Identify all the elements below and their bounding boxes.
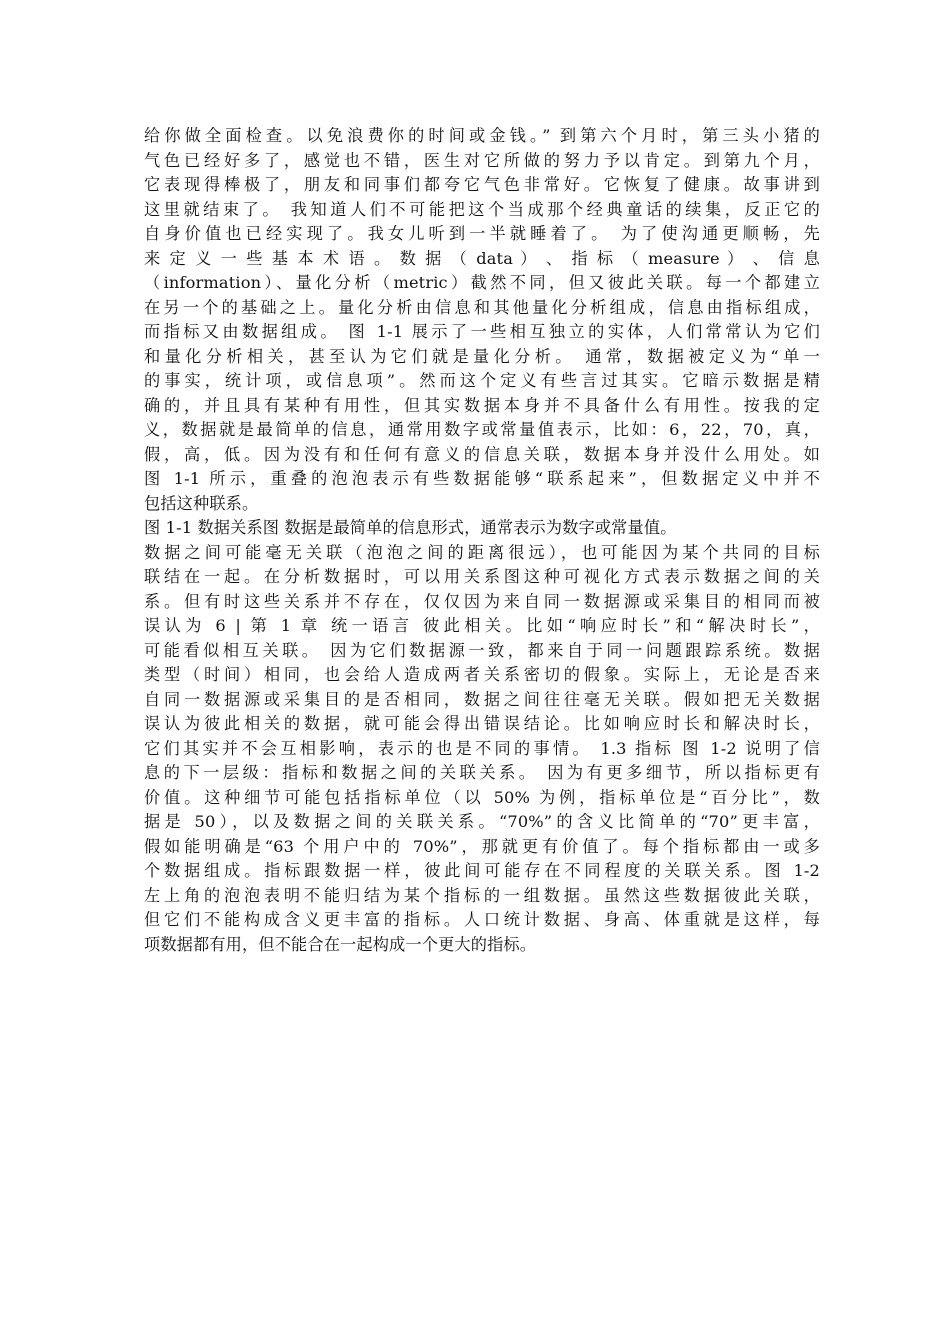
text-line: 据是 50），以及数据之间的关联关系。“70%”的含义比简单的“70”更丰富， (144, 812, 820, 831)
text-line: 类型（时间）相同，也会给人造成两者关系密切的假象。实际上，无论是否来 (144, 665, 820, 684)
text-line: 息的下一层级：指标和数据之间的关联关系。 因为有更多细节，所以指标更有 (144, 763, 820, 782)
text-line: 在另一个的基础之上。量化分析由信息和其他量化分析组成，信息由指标组成， (144, 297, 820, 317)
text-line: 它们其实并不会互相影响，表示的也是不同的事情。 1.3 指标 图 1-2 说明了信 (144, 738, 820, 758)
text-line: 图 1-1 所示，重叠的泡泡表示有些数据能够“联系起来”，但数据定义中并不 (144, 469, 820, 488)
text-line: 图 1-1 数据关系图 数据是最简单的信息形式，通常表示为数字或常量值。 (144, 518, 677, 537)
text-line: 误认为 6 | 第 1 章 统一语言 彼此相关。比如“响应时长”和“解决时长”， (144, 616, 820, 635)
text-line: （information）、量化分析（metric）截然不同，但又彼此关联。每一个都建立 (144, 273, 820, 292)
text-line: 气色已经好多了，感觉也不错，医生对它所做的努力予以肯定。到第九个月， (144, 150, 820, 170)
text-line: 而指标又由数据组成。 图 1-1 展示了一些相互独立的实体，人们常常认为它们 (144, 322, 820, 341)
text-line: 价值。这种细节可能包括指标单位（以 50% 为例，指标单位是“百分比”，数 (144, 787, 820, 807)
text-line: 但它们不能构成含义更丰富的指标。人口统计数据、身高、体重就是这样，每 (144, 910, 820, 929)
text-line: 可能看似相互关联。 因为它们数据源一致，都来自于同一问题跟踪系统。数据 (144, 640, 820, 660)
text-line: 左上角的泡泡表明不能归结为某个指标的一组数据。虽然这些数据彼此关联， (144, 885, 820, 905)
text-line: 确的，并且具有某种有用性，但其实数据本身并不具备什么有用性。按我的定 (144, 395, 820, 415)
text-line: 假，高，低。因为没有和任何有意义的信息关联，数据本身并没什么用处。如 (144, 444, 820, 464)
text-line: 联结在一起。在分析数据时，可以用关系图这种可视化方式表示数据之间的关 (144, 567, 820, 586)
text-line: 来 定 义 一 些 基 本 术 语 。 数 据 （ data ） 、 指 标 （ measure ） 、 信 息 (144, 248, 820, 268)
text-line: 项数据都有用，但不能合在一起构成一个更大的指标。 (144, 934, 537, 954)
text-line: 它表现得棒极了，朋友和同事们都夸它气色非常好。它恢复了健康。故事讲到 (144, 175, 820, 194)
text-line: 个数据组成。指标跟数据一样，彼此间可能存在不同程度的关联关系。图 1-2 (144, 861, 820, 880)
text-line: 自身价值也已经实现了。我女儿听到一半就睡着了。 为了使沟通更顺畅，先 (144, 224, 820, 243)
text-line: 包括这种联系。 (144, 493, 259, 513)
text-line: 的事实，统计项，或信息项”。然而这个定义有些言过其实。它暗示数据是精 (144, 371, 820, 390)
text-line: 假如能明确是“63 个用户中的 70%”，那就更有价值了。每个指标都由一或多 (144, 836, 820, 856)
text-line: 自同一数据源或采集目的是否相同，数据之间往往毫无关联。假如把无关数据 (144, 689, 820, 709)
text-line: 给你做全面检查。以免浪费你的时间或金钱。” 到第六个月时，第三头小猪的 (144, 126, 820, 145)
text-line: 误认为彼此相关的数据，就可能会得出错误结论。比如响应时长和解决时长， (144, 714, 820, 733)
text-line: 数据之间可能毫无关联（泡泡之间的距离很远），也可能因为某个共同的目标 (144, 542, 820, 562)
text-line: 和量化分析相关，甚至认为它们就是量化分析。 通常，数据被定义为“单一 (144, 346, 820, 366)
text-line: 系。但有时这些关系并不存在，仅仅因为来自同一数据源或采集目的相同而被 (144, 591, 820, 611)
body-text (144, 124, 820, 957)
text-line: 这里就结束了。 我知道人们不可能把这个当成那个经典童话的续集，反正它的 (144, 199, 820, 219)
text-line: 义，数据就是最简单的信息，通常用数字或常量值表示，比如：6，22，70，真， (144, 420, 820, 439)
